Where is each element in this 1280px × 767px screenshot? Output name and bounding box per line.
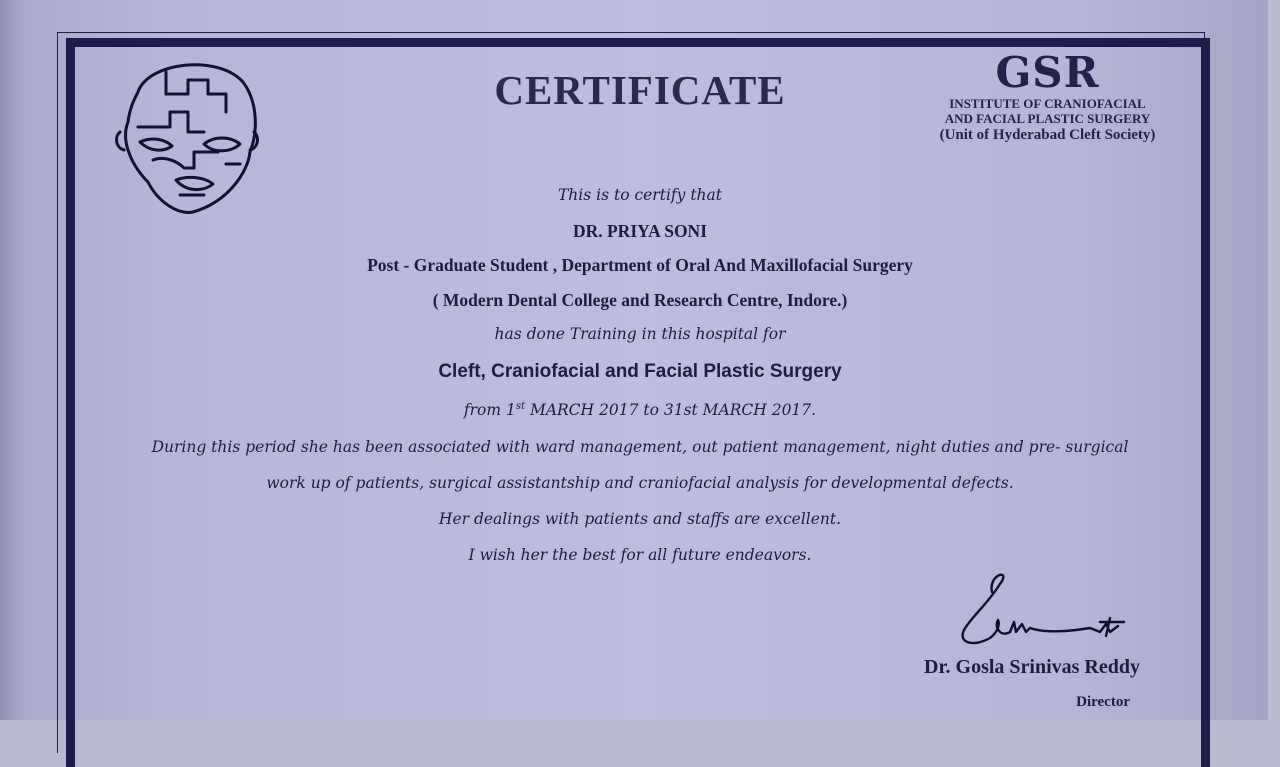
signatory-name: Dr. Gosla Srinivas Reddy bbox=[924, 656, 1140, 678]
institute-name-line2: AND FACIAL PLASTIC SURGERY bbox=[944, 111, 1151, 126]
institute-abbreviation: GSR bbox=[995, 48, 1100, 97]
recipient-position: Post - Graduate Student , Department of Oral And Maxillofacial Surgery bbox=[367, 255, 913, 275]
recipient-name: DR. PRIYA SONI bbox=[572, 221, 708, 241]
certificate-title: CERTIFICATE bbox=[494, 67, 786, 113]
institute-header bbox=[925, 50, 1170, 144]
training-intro: has done Training in this hospital for bbox=[494, 325, 786, 343]
period-from: from 1 bbox=[463, 401, 516, 420]
conduct-statement: Her dealings with patients and staffs are excellent. bbox=[438, 510, 842, 528]
duties-line1: During this period she has been associated with ward management, out patient management, night duties and pre- surgical bbox=[151, 438, 1129, 456]
closing-wish: I wish her the best for all future endeavors. bbox=[468, 546, 812, 564]
paper-edge-shadow bbox=[0, 0, 18, 720]
course-name: Cleft, Craniofacial and Facial Plastic Surgery bbox=[438, 361, 842, 382]
period-rest: MARCH 2017 to 31st MARCH 2017. bbox=[525, 401, 817, 420]
director-signature bbox=[950, 566, 1145, 656]
period-ordinal: st bbox=[515, 401, 526, 412]
training-period bbox=[0, 401, 1280, 419]
duties-line2: work up of patients, surgical assistantship and craniofacial analysis for developmental defects. bbox=[266, 474, 1014, 492]
certify-intro: This is to certify that bbox=[557, 186, 723, 204]
institute-name-line1: INSTITUTE OF CRANIOFACIAL bbox=[949, 96, 1146, 111]
recipient-college: ( Modern Dental College and Research Centre, Indore.) bbox=[432, 290, 848, 310]
signatory-title: Director bbox=[1076, 694, 1130, 710]
institute-unit: (Unit of Hyderabad Cleft Society) bbox=[939, 127, 1156, 143]
